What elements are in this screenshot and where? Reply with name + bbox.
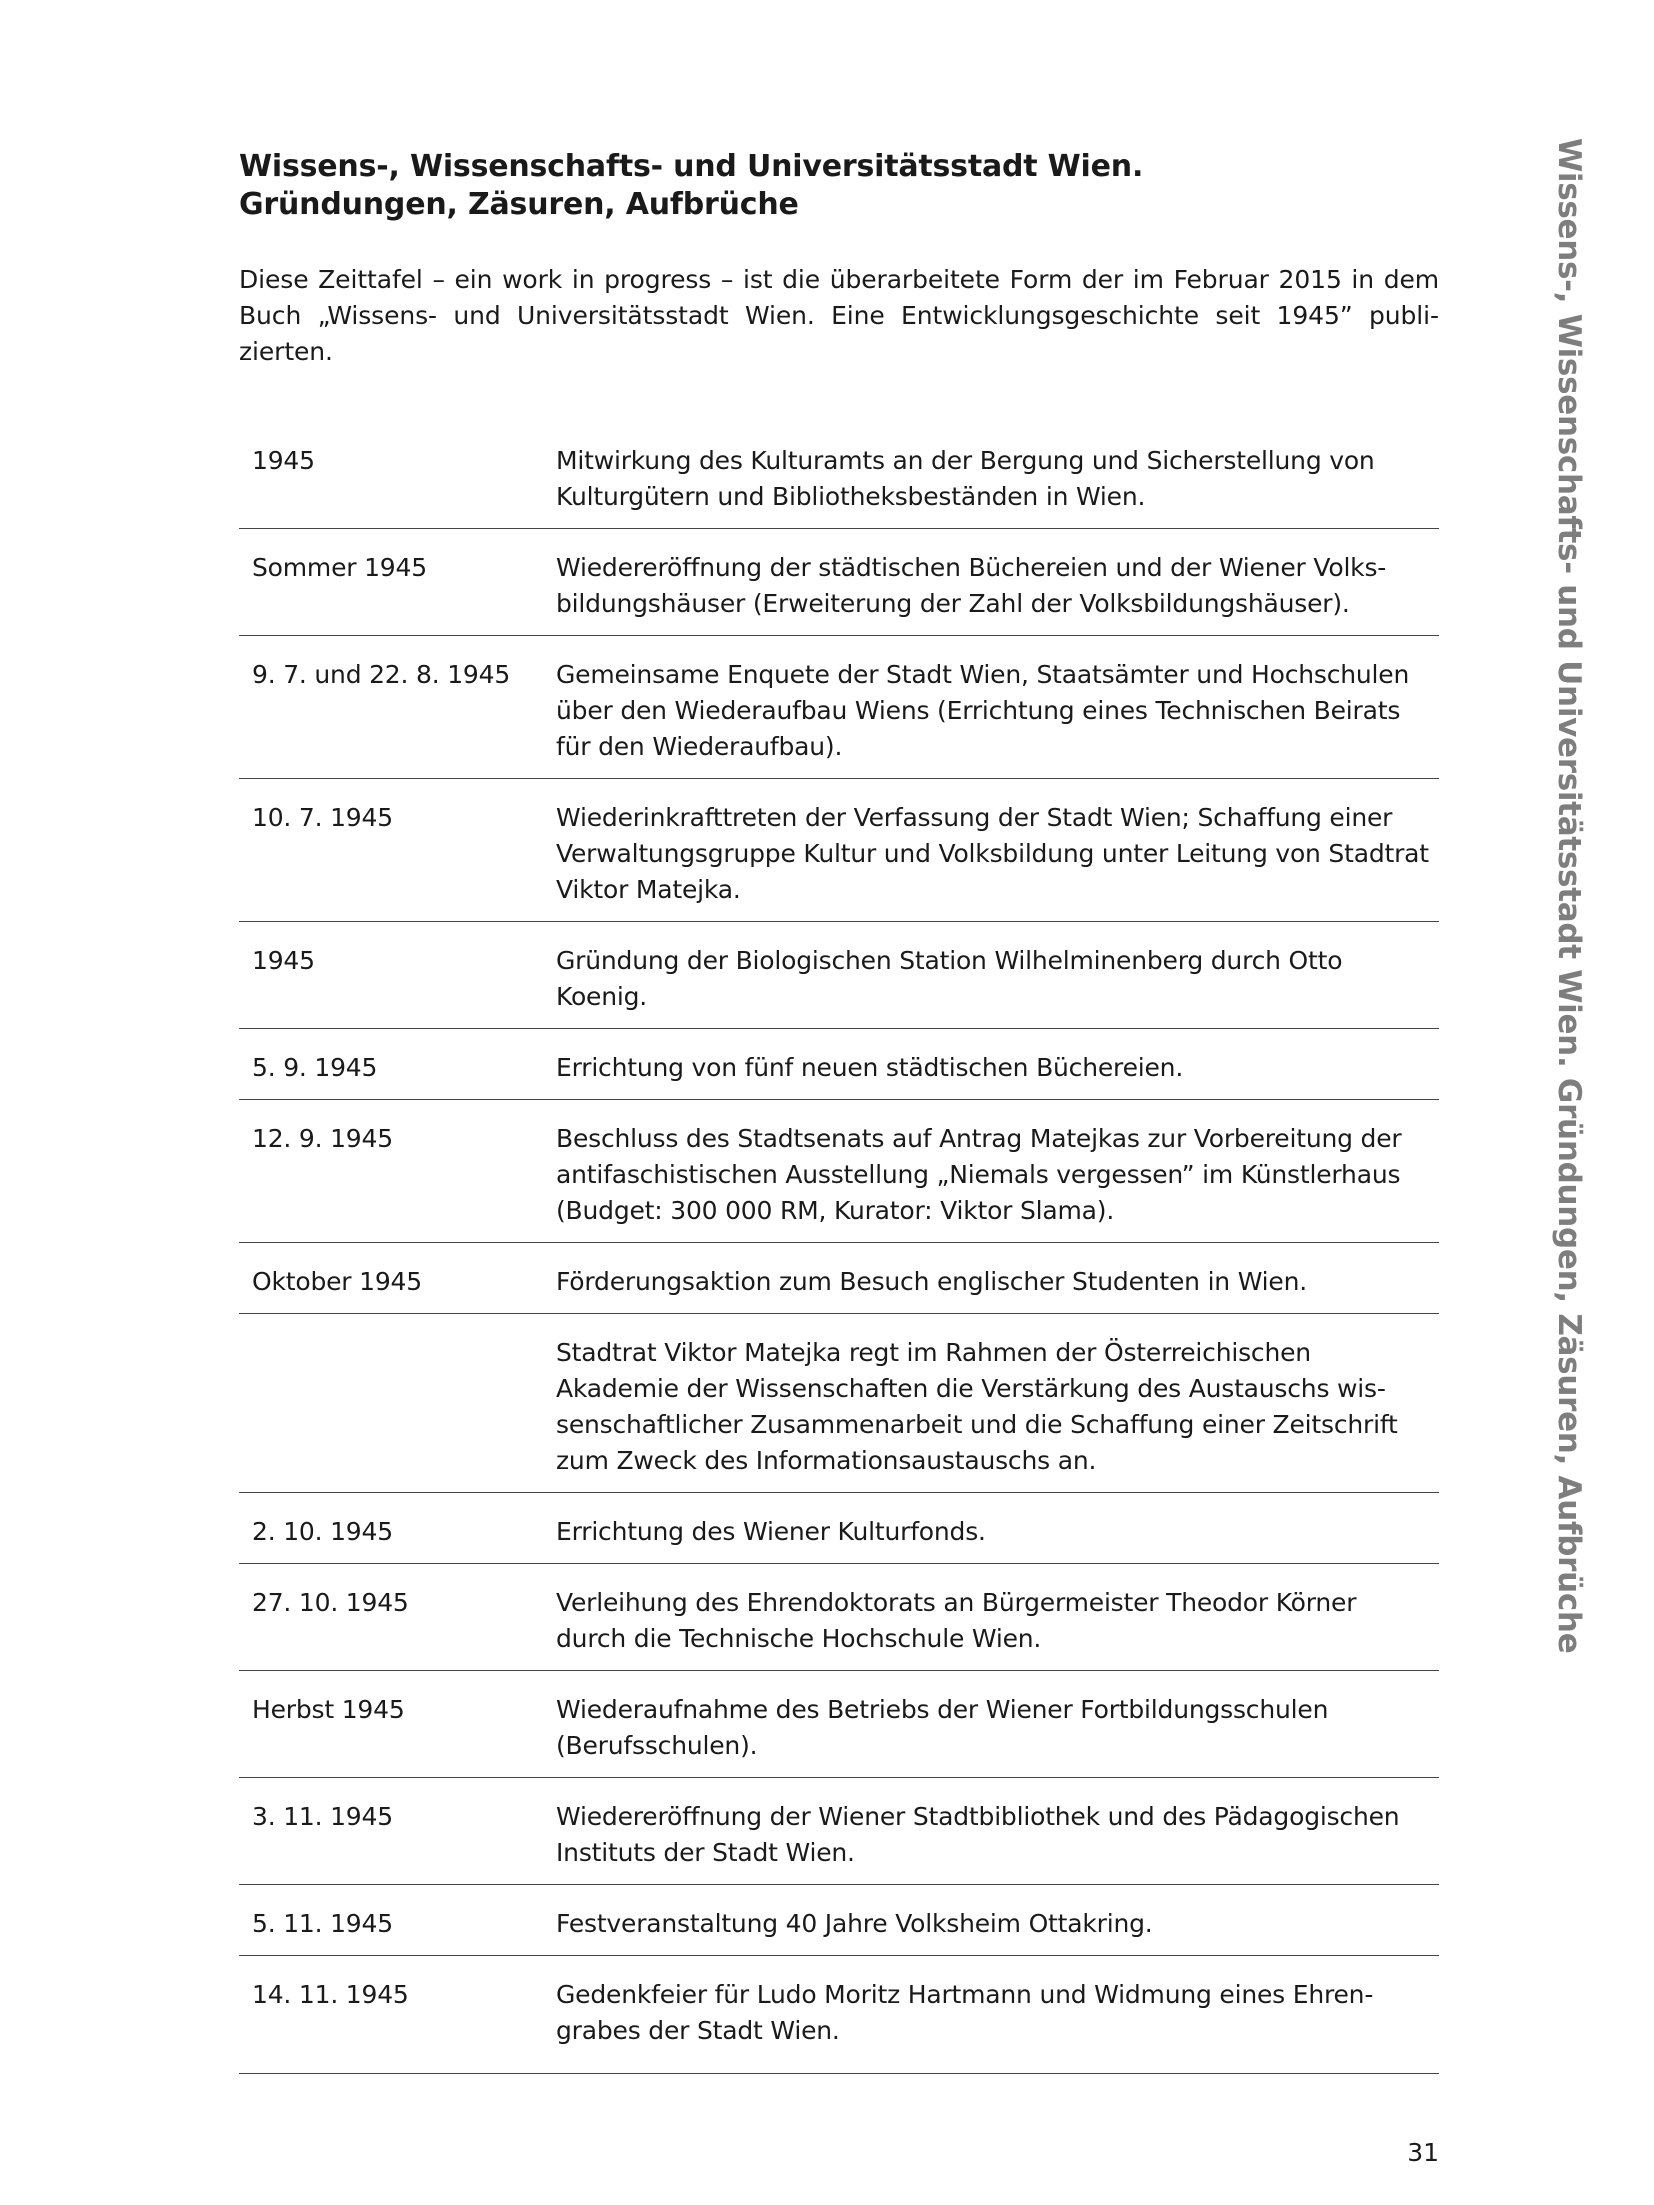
timeline-table [239, 422, 1439, 2074]
table-row [239, 1671, 1439, 1778]
timeline-date: 27. 10. 1945 [239, 1564, 556, 1671]
table-row [239, 1885, 1439, 1956]
timeline-text: Errichtung von fünf neuen städtischen Büchereien. [556, 1029, 1439, 1100]
table-row [239, 1493, 1439, 1564]
timeline-date: 1945 [239, 922, 556, 1029]
timeline-date [239, 1314, 556, 1493]
table-row [239, 636, 1439, 779]
table-row [239, 1100, 1439, 1243]
table-row [239, 1564, 1439, 1671]
table-row [239, 922, 1439, 1029]
timeline-date: 5. 9. 1945 [239, 1029, 556, 1100]
table-row [239, 1778, 1439, 1885]
timeline-text: Mitwirkung des Kulturamts an der Bergung und Sicherstellung von Kulturgütern und Bibliotheksbeständen in Wien. [556, 422, 1439, 529]
table-row [239, 1956, 1439, 2074]
timeline-text: Gedenkfeier für Ludo Moritz Hartmann und Widmung eines Ehrengrabes der Stadt Wien. [556, 1980, 1374, 2045]
timeline-date: Sommer 1945 [239, 529, 556, 636]
timeline-text: Beschluss des Stadtsenats auf Antrag Matejkas zur Vorbereitung der antifaschistischen Ausstellung „Niemals vergessen” im Künstlerhaus (Budget: 300 000 RM, Kurator: Viktor Slama). [556, 1100, 1439, 1243]
title-line-2: Gründungen, Zäsuren, Aufbrüche [239, 187, 799, 222]
timeline-text: Verleihung des Ehrendoktorats an Bürgermeister Theodor Körner durch die Technische Hochschule Wien. [556, 1564, 1439, 1671]
timeline-date: Herbst 1945 [239, 1671, 556, 1778]
timeline-text: Wiederinkrafttreten der Verfassung der Stadt Wien; Schaffung einer Verwaltungsgruppe Kultur und Volksbildung unter Leitung von Stadtrat Viktor Matejka. [556, 779, 1439, 922]
timeline-date: 2. 10. 1945 [239, 1493, 556, 1564]
timeline-text: Gemeinsame Enquete der Stadt Wien, Staatsämter und Hochschulen über den Wiederaufbau Wiens (Errichtung eines Technischen Beirats für den Wiederaufbau). [556, 636, 1439, 779]
timeline-text: Stadtrat Viktor Matejka regt im Rahmen der Österreichischen Akademie der Wissenschaften die Verstärkung des Austauschs wissenschaftlicher Zusammenarbeit und die Schaffung einer Zeitschrift zum Zweck des Informationsaustauschs an. [556, 1314, 1439, 1493]
timeline-date: Oktober 1945 [239, 1243, 556, 1314]
table-row [239, 779, 1439, 922]
timeline-text: Errichtung des Wiener Kulturfonds. [556, 1493, 1439, 1564]
page-title [239, 148, 1439, 224]
timeline-text: Wiedereröffnung der Wiener Stadtbibliothek und des Pädagogischen Instituts der Stadt Wien. [556, 1778, 1439, 1885]
table-row [239, 422, 1439, 529]
timeline-date: 1945 [239, 422, 556, 529]
timeline-text: Wiedereröffnung der städtischen Büchereien und der Wiener Volksbildungshäuser (Erweiterung der Zahl der Volksbildungshäuser). [556, 529, 1439, 636]
side-running-title: Wissens-, Wissenschafts- und Universitätsstadt Wien. Gründungen, Zäsuren, Aufbrüche [1551, 138, 1587, 1654]
timeline-date: 14. 11. 1945 [252, 1980, 409, 2009]
table-row [239, 1243, 1439, 1314]
table-row [239, 1314, 1439, 1493]
table-row [239, 529, 1439, 636]
timeline-date: 12. 9. 1945 [239, 1100, 556, 1243]
timeline-text: Gründung der Biologischen Station Wilhelminenberg durch Otto Koenig. [556, 922, 1439, 1029]
table-row [239, 1029, 1439, 1100]
page-number: 31 [1407, 2138, 1439, 2167]
timeline-date: 5. 11. 1945 [239, 1885, 556, 1956]
title-line-1: Wissens-, Wissenschafts- und Universitätsstadt Wien. [239, 149, 1144, 184]
timeline-date: 3. 11. 1945 [239, 1778, 556, 1885]
intro-paragraph: Diese Zeittafel – ein work in progress – ist die überarbeitete Form der im Februar 2015 in dem Buch „Wissens- und Universitätsstadt Wien. Eine Entwicklungsgeschichte seit 1945” publizierten. [239, 265, 1439, 366]
timeline-date: 10. 7. 1945 [239, 779, 556, 922]
timeline-text: Festveranstaltung 40 Jahre Volksheim Ottakring. [556, 1885, 1439, 1956]
timeline-text: Wiederaufnahme des Betriebs der Wiener Fortbildungsschulen (Berufsschulen). [556, 1671, 1439, 1778]
timeline-text: Förderungsaktion zum Besuch englischer Studenten in Wien. [556, 1243, 1439, 1314]
timeline-date: 9. 7. und 22. 8. 1945 [239, 636, 556, 779]
